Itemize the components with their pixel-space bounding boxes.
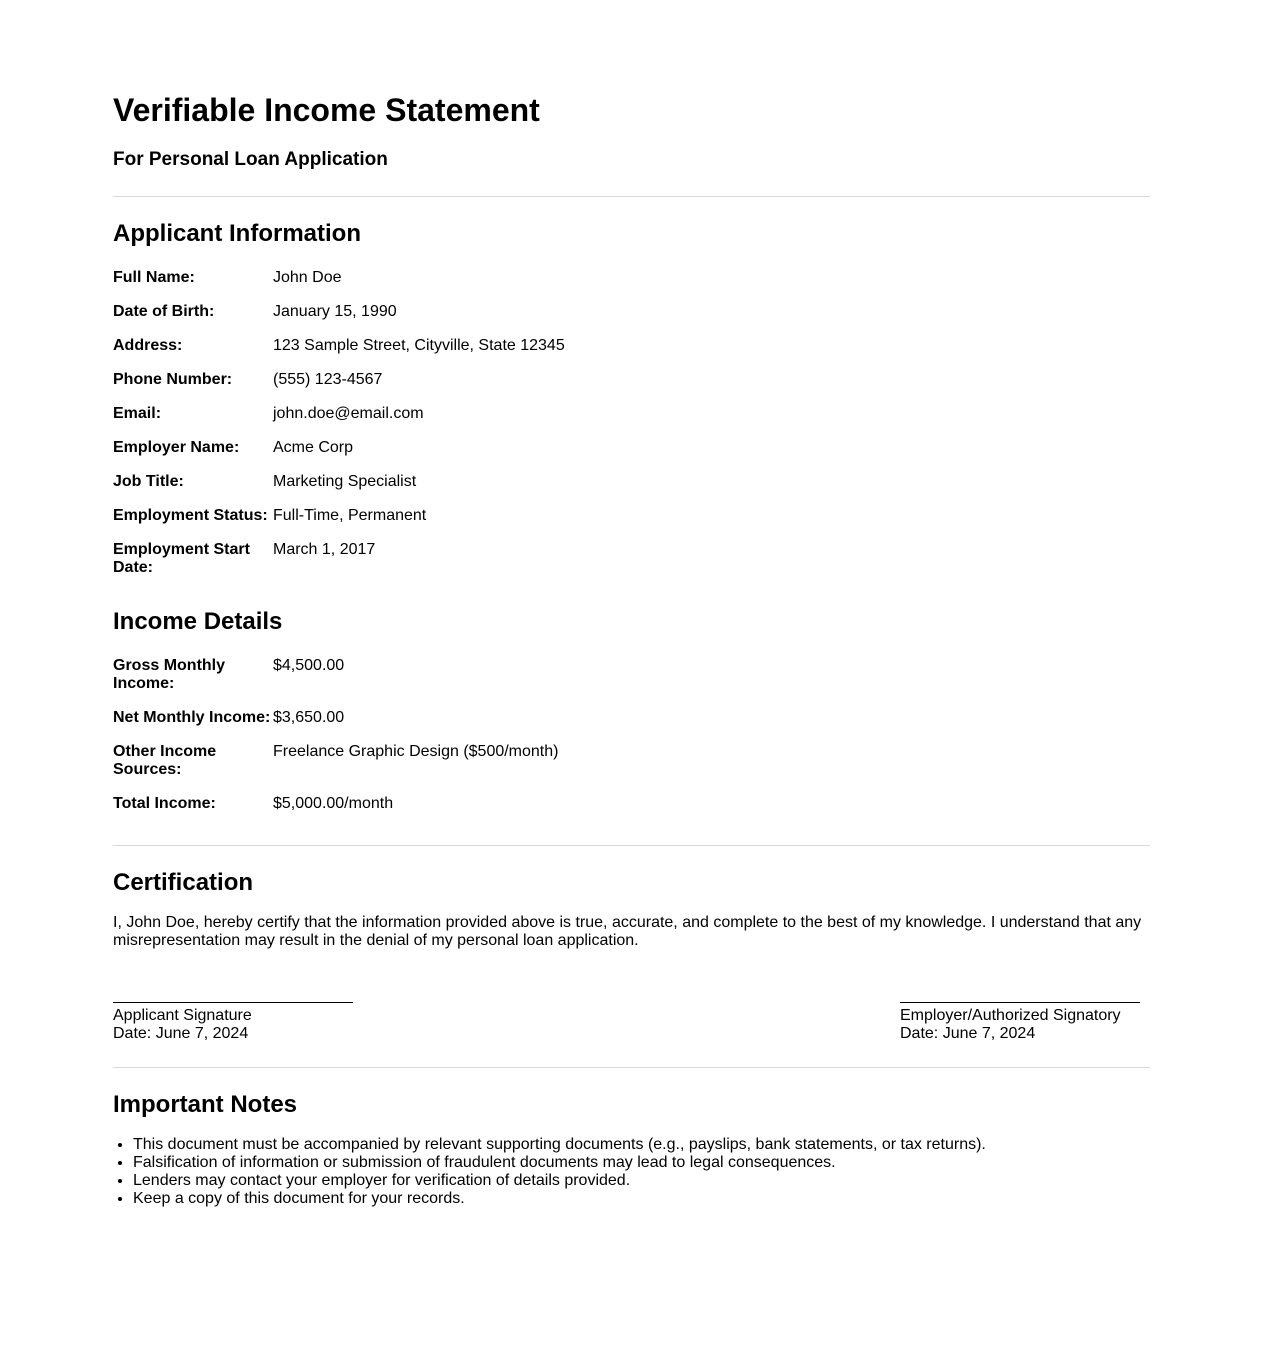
field-row-employer-name: [113, 439, 1150, 457]
field-label: Total Income:: [113, 795, 216, 812]
applicant-information-section: [113, 219, 1150, 577]
document-title: Verifiable Income Statement: [113, 92, 540, 128]
field-value: March 1, 2017: [273, 541, 376, 558]
field-label: Employer Name:: [113, 439, 240, 456]
employer-signature-line[interactable]: [900, 1002, 1140, 1003]
income-details-section: [113, 607, 1150, 813]
field-label: Employment Start Date:: [113, 541, 250, 576]
field-value: $3,650.00: [273, 709, 345, 726]
field-value: Freelance Graphic Design ($500/month): [273, 743, 559, 760]
employer-signature-block: [900, 1002, 1140, 1043]
income-fields: [113, 657, 1150, 813]
list-item: • Keep a copy of this document for your records.: [133, 1190, 1150, 1208]
field-row-employment-start-date: [113, 541, 1150, 577]
divider-before-certification: [113, 845, 1150, 846]
applicant-fields: [113, 269, 1150, 577]
field-value: $5,000.00/month: [273, 795, 394, 812]
applicant-information-heading: Applicant Information: [113, 220, 361, 247]
certification-text: I, John Doe, hereby certify that the information provided above is true, accurate, and complete to the best of my knowledge. I understand that any misrepresentation may result in the denial of my personal loan application.: [113, 914, 1142, 949]
applicant-signature-block: [113, 1002, 353, 1043]
field-row-full-name: [113, 269, 1150, 287]
employer-signature-label: Employer/Authorized Signatory: [900, 1007, 1121, 1024]
field-row-total-income: [113, 795, 1150, 813]
applicant-signature-label: Applicant Signature: [113, 1007, 252, 1024]
field-value: (555) 123-4567: [273, 371, 383, 388]
field-value: John Doe: [273, 269, 342, 286]
list-item: • Lenders may contact your employer for verification of details provided.: [133, 1172, 1150, 1190]
field-value: john.doe@email.com: [273, 405, 424, 422]
signature-area: [113, 1002, 1150, 1043]
field-label: Full Name:: [113, 269, 195, 286]
divider-before-notes: [113, 1067, 1150, 1068]
certification-heading: Certification: [113, 869, 254, 896]
field-label: Date of Birth:: [113, 303, 215, 320]
field-row-employment-status: [113, 507, 1150, 525]
important-notes-section: [113, 1090, 1150, 1208]
field-label: Other Income Sources:: [113, 743, 217, 778]
field-label: Address:: [113, 337, 183, 354]
field-label: Phone Number:: [113, 371, 233, 388]
field-label: Job Title:: [113, 473, 184, 490]
important-notes-heading: Important Notes: [113, 1091, 298, 1118]
document-subtitle: For Personal Loan Application: [113, 149, 388, 170]
notes-list: [113, 1136, 1150, 1208]
field-row-date-of-birth: [113, 303, 1150, 321]
field-value: Marketing Specialist: [273, 473, 417, 490]
field-value: $4,500.00: [273, 657, 345, 674]
field-value: Acme Corp: [273, 439, 354, 456]
field-label: Net Monthly Income:: [113, 709, 271, 726]
field-row-email: [113, 405, 1150, 423]
certification-section: [113, 868, 1150, 1043]
field-label: Employment Status:: [113, 507, 268, 524]
field-row-phone-number: [113, 371, 1150, 389]
income-statement-document: [113, 0, 1150, 1208]
field-row-job-title: [113, 473, 1150, 491]
field-row-address: [113, 337, 1150, 355]
field-value: 123 Sample Street, Cityville, State 12345: [273, 337, 565, 354]
list-item: • This document must be accompanied by relevant supporting documents (e.g., payslips, bank statements, or tax returns).: [133, 1136, 1150, 1154]
list-item: • Falsification of information or submission of fraudulent documents may lead to legal consequences.: [133, 1154, 1150, 1172]
applicant-signature-date: Date: June 7, 2024: [113, 1025, 249, 1042]
employer-signature-date: Date: June 7, 2024: [900, 1025, 1036, 1042]
field-label: Gross Monthly Income:: [113, 657, 226, 692]
field-value: Full-Time, Permanent: [273, 507, 427, 524]
field-row-gross-monthly-income: [113, 657, 1150, 693]
applicant-signature-line[interactable]: [113, 1002, 353, 1003]
field-label: Email:: [113, 405, 162, 422]
field-row-net-monthly-income: [113, 709, 1150, 727]
divider-top: [113, 196, 1150, 197]
field-row-other-income-sources: [113, 743, 1150, 779]
field-value: January 15, 1990: [273, 303, 397, 320]
income-details-heading: Income Details: [113, 608, 283, 635]
